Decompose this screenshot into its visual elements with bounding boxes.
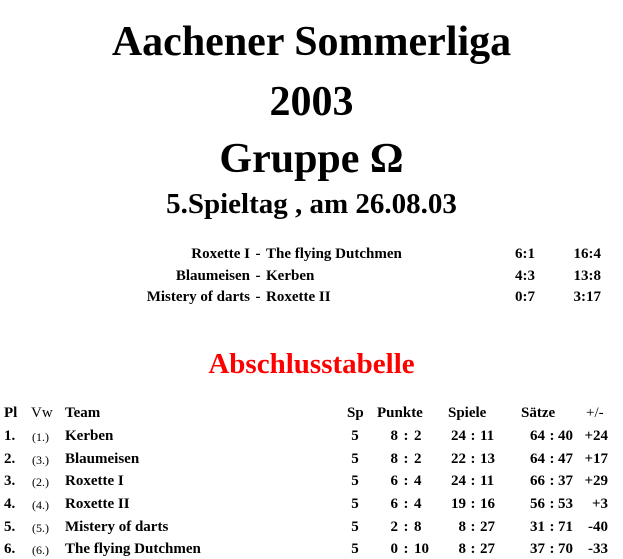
- row-games: 5: [351, 519, 359, 535]
- row-games: 5: [351, 428, 359, 444]
- row-points-sep: :: [403, 451, 409, 467]
- row-games: 5: [351, 451, 359, 467]
- row-diff: +17: [584, 451, 608, 467]
- row-legs-for: 24: [451, 428, 466, 444]
- row-legs-sep: :: [470, 451, 476, 467]
- header-sp: Sp: [347, 405, 364, 421]
- row-prev-place: (3.): [32, 453, 49, 467]
- match-score: 4:3: [515, 268, 535, 284]
- row-diff: -40: [588, 519, 608, 535]
- row-team: Blaumeisen: [65, 451, 140, 467]
- row-games: 5: [351, 496, 359, 512]
- row-legs-for: 19: [451, 496, 466, 512]
- row-diff: +24: [584, 428, 608, 444]
- match-sets: 3:17: [573, 289, 601, 305]
- row-games: 5: [351, 473, 359, 489]
- row-sets-sep: :: [549, 496, 555, 512]
- match-dash: -: [255, 289, 261, 305]
- row-legs-for: 24: [451, 473, 466, 489]
- row-sets-against: 40: [558, 428, 573, 444]
- row-team: Roxette I: [65, 473, 124, 489]
- row-place: 6.: [4, 541, 16, 557]
- match-away-team: The flying Dutchmen: [266, 246, 402, 262]
- row-legs-against: 27: [480, 541, 495, 557]
- row-sets-against: 47: [558, 451, 573, 467]
- header-spiele: Spiele: [448, 405, 487, 421]
- page-title-year: 2003: [269, 79, 354, 125]
- row-place: 1.: [4, 428, 16, 444]
- row-team: The flying Dutchmen: [65, 541, 201, 557]
- row-sets-against: 37: [558, 473, 573, 489]
- row-points-for: 6: [390, 473, 398, 489]
- row-points-for: 0: [390, 541, 398, 557]
- header-pl: Pl: [4, 405, 18, 421]
- row-diff: -33: [588, 541, 608, 557]
- row-points-against: 2: [414, 428, 422, 444]
- row-points-sep: :: [403, 496, 409, 512]
- row-legs-sep: :: [470, 519, 476, 535]
- row-games: 5: [351, 541, 359, 557]
- row-legs-sep: :: [470, 496, 476, 512]
- row-legs-against: 16: [480, 496, 495, 512]
- row-sets-for: 37: [530, 541, 545, 557]
- match-sets: 13:8: [573, 268, 601, 284]
- row-sets-sep: :: [549, 473, 555, 489]
- row-sets-sep: :: [549, 451, 555, 467]
- match-away-team: Roxette II: [266, 289, 331, 305]
- row-legs-against: 27: [480, 519, 495, 535]
- row-sets-for: 66: [530, 473, 545, 489]
- row-legs-sep: :: [470, 541, 476, 557]
- row-prev-place: (1.): [32, 430, 49, 444]
- row-legs-for: 8: [458, 541, 466, 557]
- row-sets-for: 31: [530, 519, 545, 535]
- match-home-team: Roxette I: [191, 246, 250, 262]
- row-points-sep: :: [403, 519, 409, 535]
- match-home-team: Blaumeisen: [175, 268, 250, 284]
- row-place: 5.: [4, 519, 16, 535]
- row-sets-against: 53: [558, 496, 573, 512]
- row-diff: +29: [584, 473, 608, 489]
- row-sets-for: 56: [530, 496, 545, 512]
- page-title-group: Gruppe Ω: [219, 136, 404, 182]
- row-team: Mistery of darts: [65, 519, 169, 535]
- row-sets-against: 70: [558, 541, 573, 557]
- row-points-for: 8: [390, 428, 398, 444]
- row-points-for: 6: [390, 496, 398, 512]
- row-legs-against: 11: [480, 428, 495, 444]
- match-score: 6:1: [515, 246, 535, 262]
- row-diff: +3: [591, 496, 608, 512]
- row-points-against: 8: [414, 519, 422, 535]
- header-diff: +/-: [586, 405, 604, 421]
- row-place: 4.: [4, 496, 16, 512]
- header-team: Team: [65, 405, 101, 421]
- row-legs-against: 13: [480, 451, 495, 467]
- match-away-team: Kerben: [266, 268, 315, 284]
- row-points-against: 10: [414, 541, 429, 557]
- match-home-team: Mistery of darts: [146, 289, 250, 305]
- row-prev-place: (5.): [32, 521, 49, 535]
- row-sets-for: 64: [530, 451, 545, 467]
- row-sets-sep: :: [549, 541, 555, 557]
- row-points-for: 8: [390, 451, 398, 467]
- row-prev-place: (2.): [32, 475, 49, 489]
- row-points-for: 2: [390, 519, 398, 535]
- standings-title: Abschlusstabelle: [208, 348, 415, 380]
- row-points-against: 2: [414, 451, 422, 467]
- row-legs-sep: :: [470, 428, 476, 444]
- row-points-sep: :: [403, 473, 409, 489]
- match-dash: -: [255, 246, 261, 262]
- row-points-sep: :: [403, 541, 409, 557]
- row-place: 3.: [4, 473, 16, 489]
- row-sets-sep: :: [549, 428, 555, 444]
- row-legs-sep: :: [470, 473, 476, 489]
- page-title-line1: Aachener Sommerliga: [111, 19, 512, 65]
- row-points-sep: :: [403, 428, 409, 444]
- matchday-subtitle: 5.Spieltag , am 26.08.03: [166, 188, 457, 220]
- row-points-against: 4: [414, 496, 422, 512]
- row-prev-place: (6.): [32, 543, 49, 557]
- row-sets-sep: :: [549, 519, 555, 535]
- match-sets: 16:4: [573, 246, 601, 262]
- row-prev-place: (4.): [32, 498, 49, 512]
- row-place: 2.: [4, 451, 16, 467]
- header-punkte: Punkte: [377, 405, 423, 421]
- match-dash: -: [255, 268, 261, 284]
- row-legs-for: 8: [458, 519, 466, 535]
- row-team: Kerben: [65, 428, 114, 444]
- row-sets-against: 71: [558, 519, 573, 535]
- header-vw: Vw: [31, 405, 53, 421]
- row-points-against: 4: [414, 473, 422, 489]
- row-sets-for: 64: [530, 428, 545, 444]
- header-saetze: Sätze: [521, 405, 556, 421]
- match-score: 0:7: [515, 289, 535, 305]
- row-team: Roxette II: [65, 496, 130, 512]
- row-legs-against: 11: [480, 473, 495, 489]
- row-legs-for: 22: [451, 451, 466, 467]
